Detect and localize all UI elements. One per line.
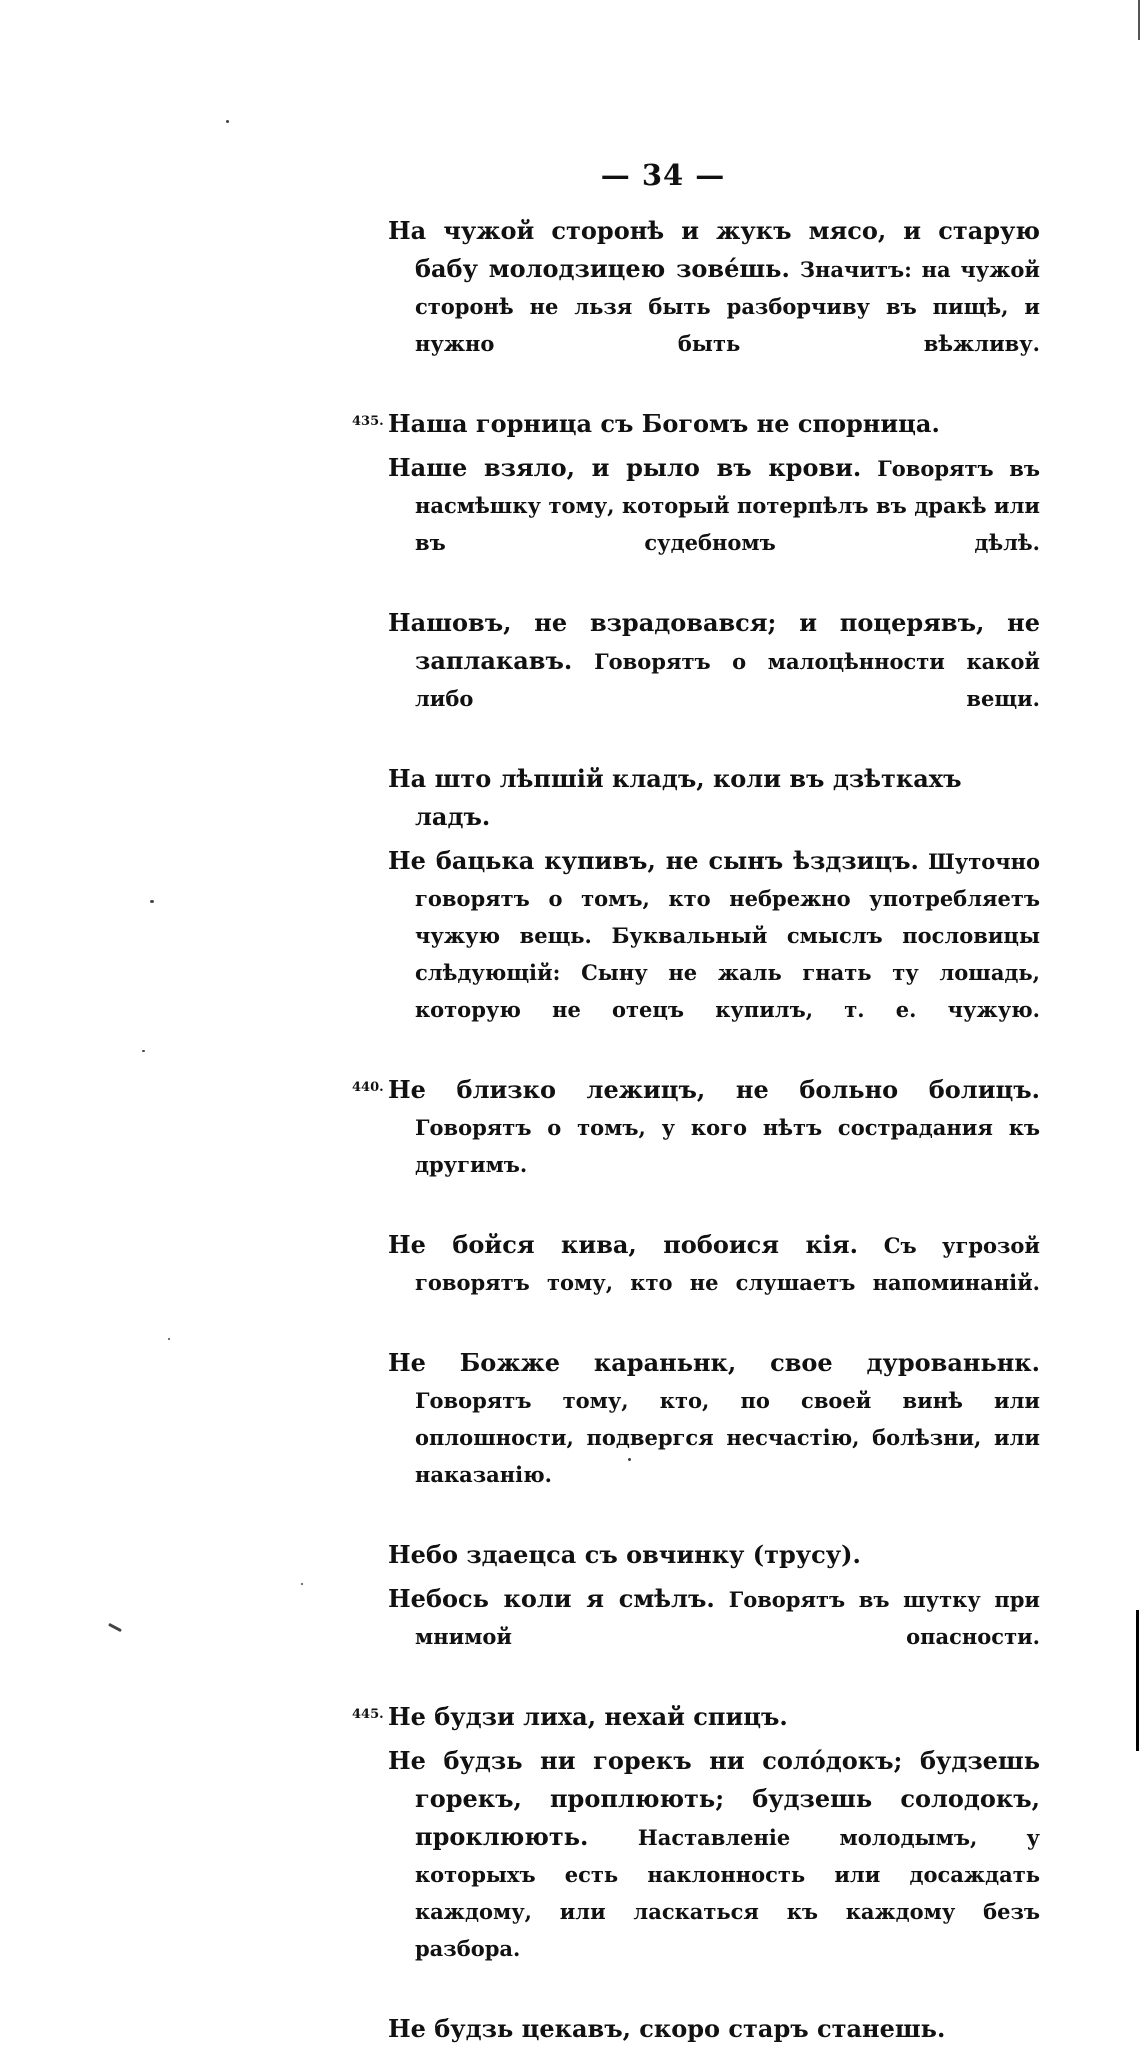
proverb-comment: Шуточно говорятъ о томъ, кто небрежно употребляетъ чужую вещь. Буквальный смыслъ пословицы слѣдующій: Сыну не жаль гнать ту лошадь, которую не отецъ купилъ, т. е. чужую. — [415, 849, 1040, 1022]
proverb-text: Не бацька купивъ, не сынъ ѣздзицъ. — [388, 846, 919, 875]
proverb-entry — [388, 212, 1040, 399]
proverb-entry — [388, 2010, 1040, 2048]
entry-text — [388, 842, 1040, 1065]
proverb-text: На што лѣпшій кладъ, коли въ дзѣткахъ ладъ. — [388, 764, 962, 831]
proverb-text: Небось коли я смѣлъ. — [388, 1584, 715, 1613]
proverb-entry — [388, 1536, 1040, 1574]
entry-number: 445. — [352, 1707, 384, 1722]
scan-speck — [168, 1338, 170, 1340]
proverb-comment: Говорятъ о малоцѣнности какой либо вещи. — [415, 649, 1040, 711]
proverb-comment: Говорятъ въ насмѣшку тому, который потерпѣлъ въ дракѣ или въ судебномъ дѣлѣ. — [415, 456, 1040, 555]
proverb-entry — [388, 1742, 1040, 2004]
entry-text — [388, 604, 1040, 754]
proverb-text: Наша горница съ Богомъ не спорница. — [388, 409, 940, 438]
proverb-text: Не будзь ни горекъ ни солóдокъ; будзешь горекъ, проплюють; будзешь солодокъ, проклюють. — [388, 1746, 1040, 1851]
entry-text — [388, 212, 1040, 399]
scan-speck — [628, 1458, 631, 1461]
entry-text — [388, 405, 1040, 443]
proverb-entry — [388, 1580, 1040, 1692]
entry-number: 435. — [352, 414, 384, 429]
scan-speck — [301, 1583, 303, 1585]
proverb-entry — [388, 449, 1040, 598]
page-number: — 34 — — [600, 158, 726, 192]
entry-text — [388, 1226, 1040, 1338]
entry-text — [388, 760, 1040, 836]
proverb-comment: Говорятъ тому, кто, по своей винѣ или оплошности, подвергся несчастію, болѣзни, или наказанію. — [415, 1388, 1040, 1487]
proverb-entry — [388, 842, 1040, 1065]
proverb-entry — [352, 1071, 1040, 1220]
proverb-text: Наше взяло, и рыло въ крови. — [388, 453, 862, 482]
scan-speck — [150, 900, 154, 903]
proverb-entry — [388, 1226, 1040, 1338]
entry-text — [388, 1580, 1040, 1692]
entry-text — [388, 1344, 1040, 1530]
entry-number: 440. — [352, 1080, 384, 1095]
proverb-comment: Говорятъ въ шутку при мнимой опасности. — [415, 1587, 1040, 1649]
proverb-text: Не близко лежицъ, не больно болицъ. — [388, 1075, 1040, 1104]
entry-text — [388, 1071, 1040, 1220]
entry-text — [388, 1698, 1040, 1736]
proverb-comment: Говорятъ о томъ, у кого нѣтъ сострадания къ другимъ. — [415, 1115, 1040, 1177]
proverb-entry — [352, 1698, 1040, 1736]
proverb-entry — [388, 1344, 1040, 1530]
proverb-text: Не Божже караньнк, свое дурованьнк. — [388, 1348, 1040, 1377]
proverb-text: Небо здаецса съ овчинку (трусу). — [388, 1540, 861, 1569]
entry-text — [388, 449, 1040, 598]
proverb-entry — [388, 760, 1040, 836]
scan-speck — [108, 1623, 122, 1632]
proverb-text: Не будзи лиха, нехай спицъ. — [388, 1702, 788, 1731]
proverb-comment: Значитъ: на чужой сторонѣ не льзя быть разборчиву въ пищѣ, и нужно быть вѣжливу. — [415, 257, 1040, 356]
proverb-text: Нашовъ, не взрадовався; и поцерявъ, не заплакавъ. — [388, 608, 1040, 675]
proverb-text: Не бойся кива, побоися кія. — [388, 1230, 858, 1259]
entry-text — [388, 1536, 1040, 1574]
proverb-entry — [388, 604, 1040, 754]
entry-text — [388, 2010, 1040, 2048]
proverb-list — [352, 212, 1040, 2054]
entry-text — [388, 1742, 1040, 2004]
proverb-text: Не будзь цекавъ, скоро старъ станешь. — [388, 2014, 946, 2043]
scan-speck — [226, 120, 229, 123]
proverb-entry — [352, 405, 1040, 443]
proverb-comment: Съ угрозой говорятъ тому, кто не слушаетъ напоминаній. — [415, 1233, 1040, 1295]
scan-speck — [142, 1050, 145, 1052]
proverb-comment: Наставленіе молодымъ, у которыхъ есть наклонность или досаждать каждому, или ласкаться къ каждому безъ разбора. — [415, 1825, 1040, 1961]
page-edge-bottom — [1136, 1610, 1139, 1751]
proverb-text: На чужой сторонѣ и жукъ мясо, и старую бабу молодзицею зовéшь. — [388, 216, 1040, 283]
